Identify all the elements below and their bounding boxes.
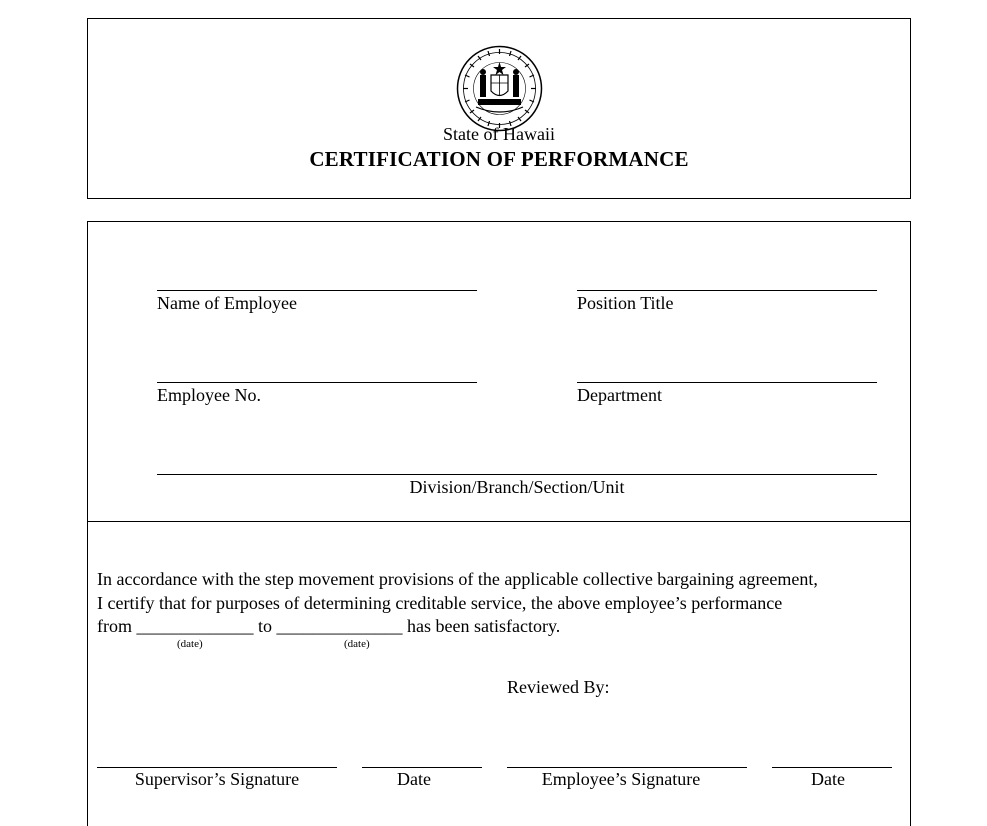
satisfactory-text: has been satisfactory. [407,616,561,636]
division-line[interactable] [157,474,877,475]
position-title-label: Position Title [577,293,674,313]
state-seal-icon [456,45,543,132]
employee-signature-label: Employee’s Signature [541,769,701,789]
certification-line-3 [97,616,560,637]
position-title-line[interactable] [577,290,877,291]
supervisor-date-line[interactable] [362,767,482,768]
to-label: to [258,616,273,636]
employee-date-line[interactable] [772,767,892,768]
employee-date-label: Date [811,769,845,789]
supervisor-signature-label: Supervisor’s Signature [134,769,300,789]
state-name: State of Hawaii [443,124,555,144]
to-date-blank[interactable]: ______________ [276,616,403,636]
certification-line-1: In accordance with the step movement provisions of the applicable collective bargaining agreement, [97,569,818,589]
employee-no-line[interactable] [157,382,477,383]
to-date-caption: (date) [344,638,370,650]
department-line[interactable] [577,382,877,383]
reviewed-by-label: Reviewed By: [507,677,610,697]
supervisor-date-label: Date [397,769,431,789]
from-label: from [97,616,132,636]
employee-signature-line[interactable] [507,767,747,768]
name-of-employee-label: Name of Employee [157,293,297,313]
name-of-employee-line[interactable] [157,290,477,291]
supervisor-signature-line[interactable] [97,767,337,768]
employee-no-label: Employee No. [157,385,261,405]
department-label: Department [577,385,662,405]
form-title: CERTIFICATION OF PERFORMANCE [309,147,689,171]
from-date-caption: (date) [177,638,203,650]
certification-line-2: I certify that for purposes of determining creditable service, the above employee’s performance [97,593,783,613]
division-label: Division/Branch/Section/Unit [409,477,625,497]
from-date-blank[interactable]: _____________ [136,616,254,636]
